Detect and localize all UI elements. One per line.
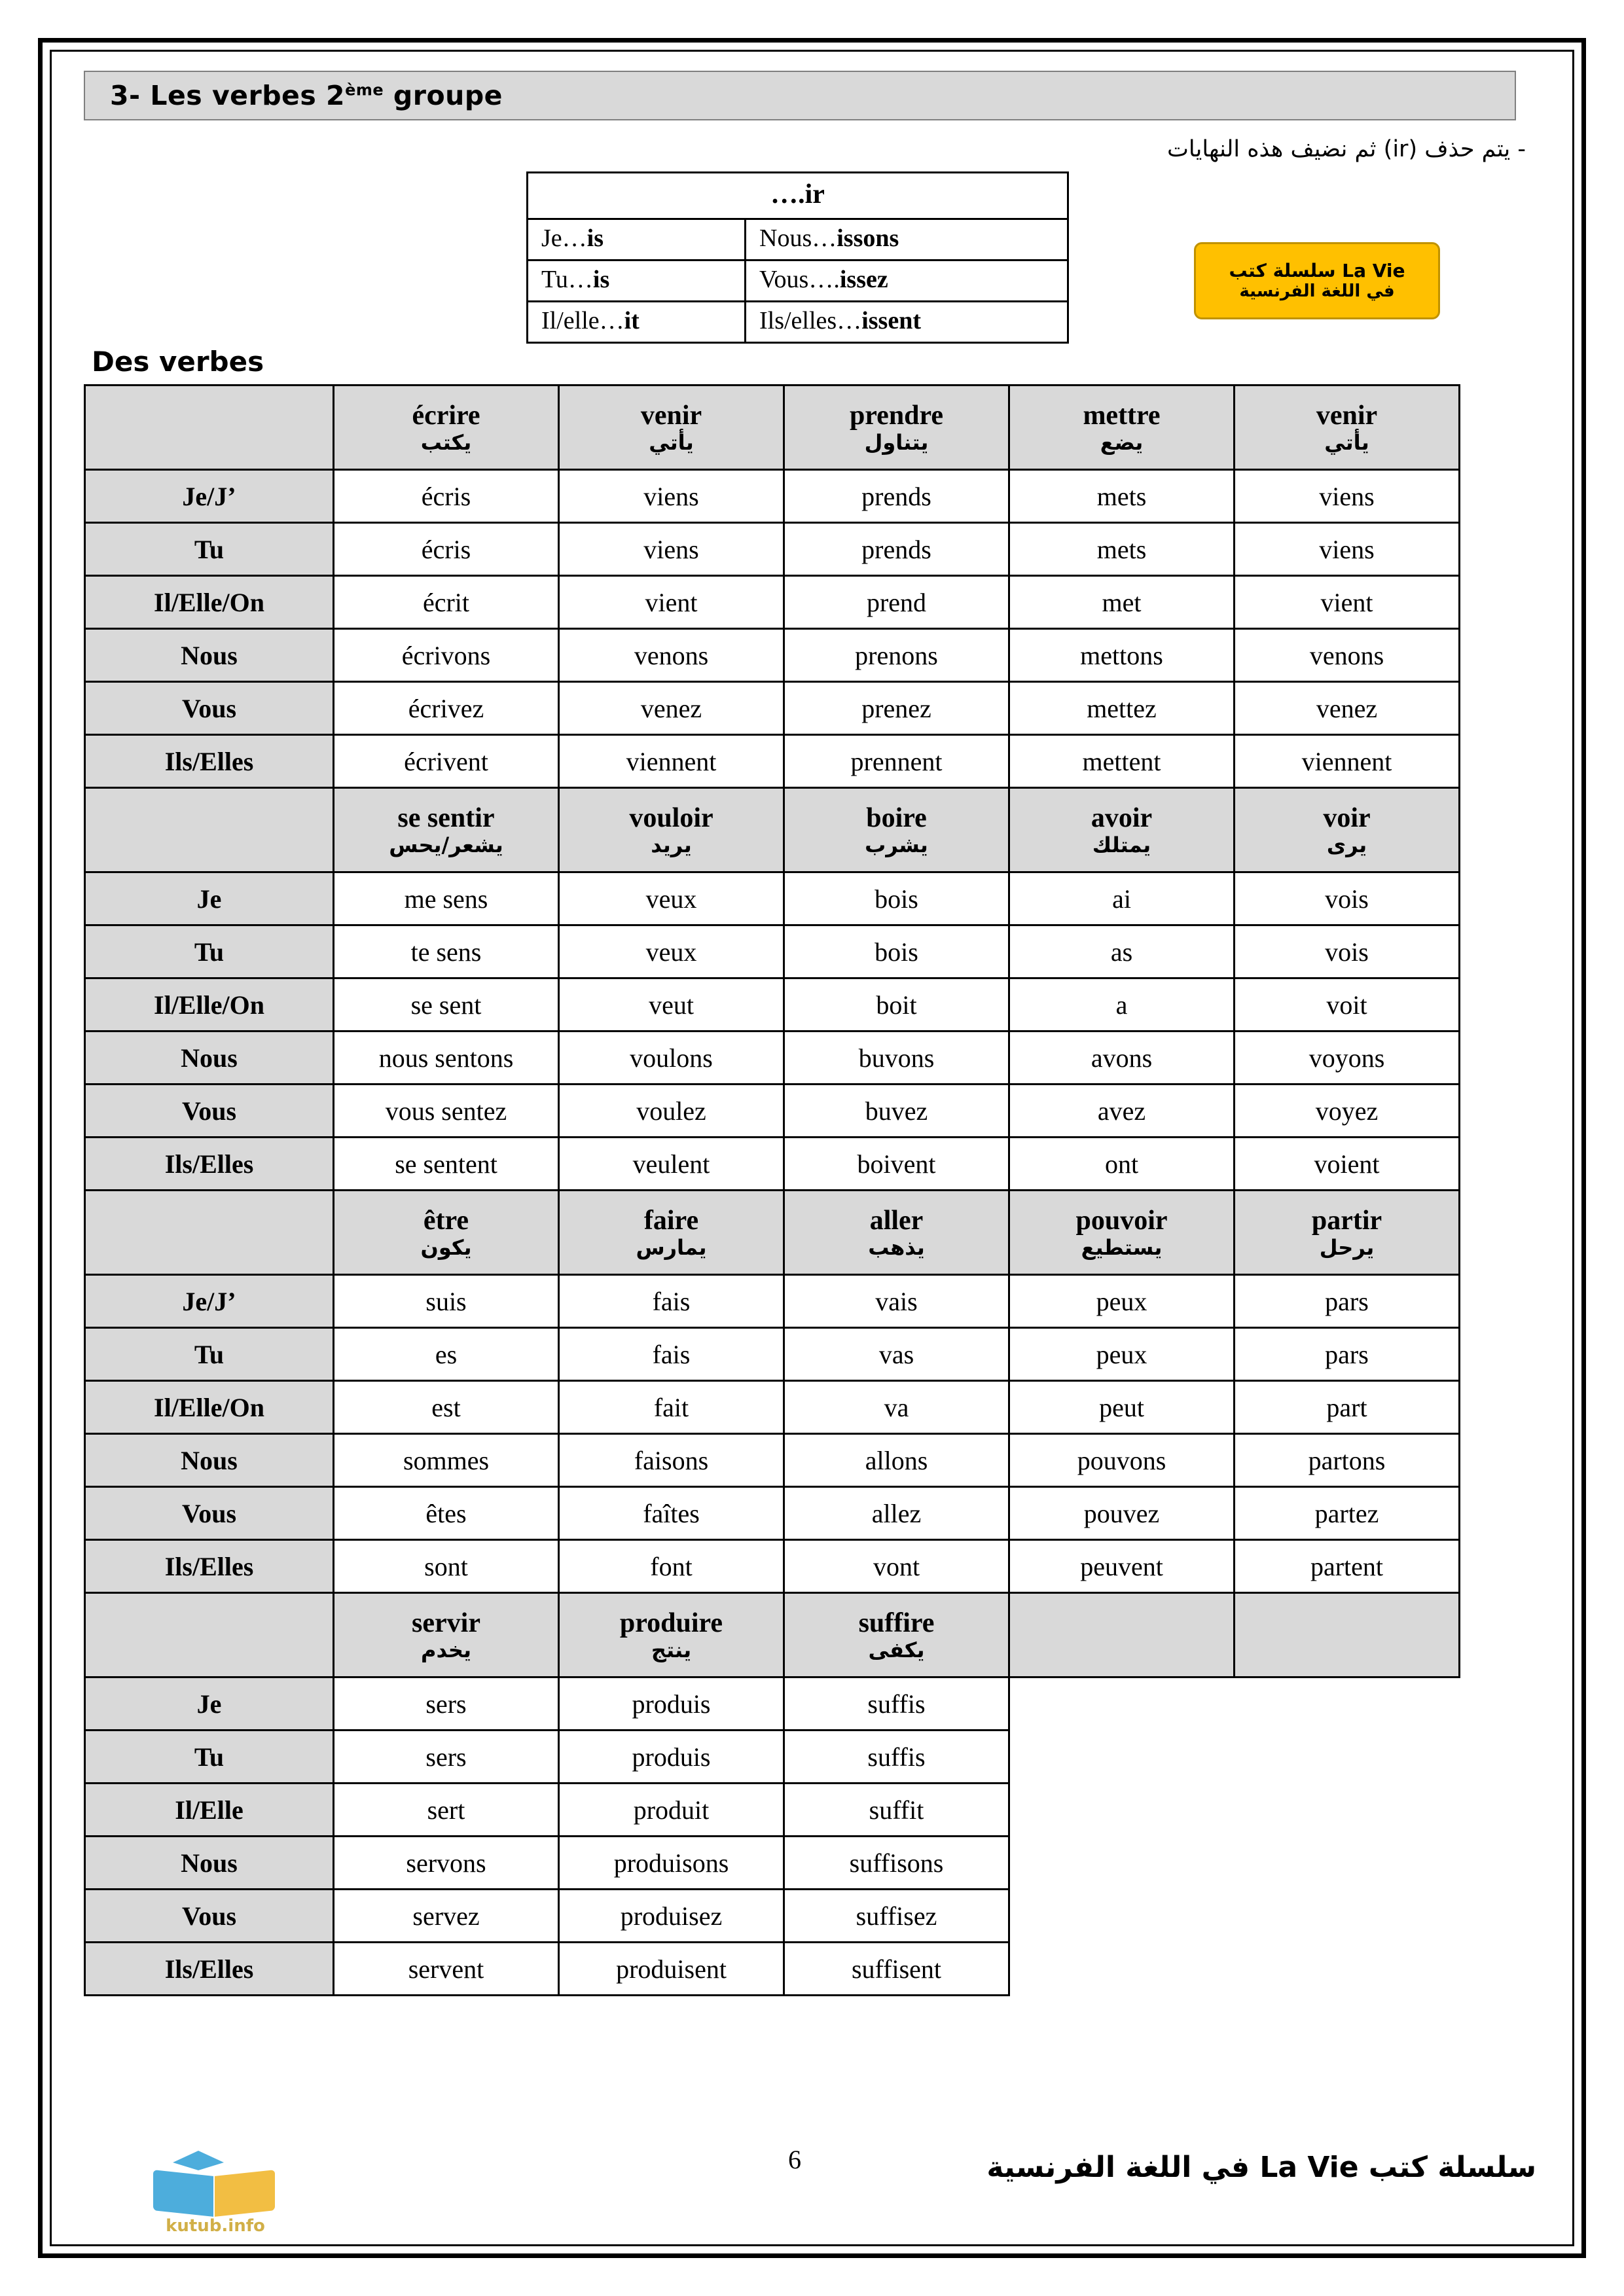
conjugation-cell: prends: [784, 470, 1009, 523]
conjugation-cell: voyons: [1235, 1031, 1460, 1085]
conjugation-cell: es: [334, 1328, 559, 1381]
conjugation-cell: suffisent: [784, 1943, 1009, 1996]
la-vie-line1: [1229, 260, 1405, 281]
verb-translation: يكفى: [868, 1637, 925, 1662]
conjugation-cell: fais: [559, 1275, 784, 1328]
table-row: [85, 576, 1460, 629]
pronoun-cell: Vous: [85, 682, 334, 735]
empty-cell: [1235, 1677, 1460, 1731]
verb-translation: يمتلك: [1092, 832, 1151, 857]
ir-cell-left: [528, 219, 746, 260]
conjugation-cell: buvez: [784, 1085, 1009, 1138]
ir-ending-right: issez: [839, 266, 888, 293]
ir-table-row: [528, 260, 1068, 302]
verb-header-cell: [559, 788, 784, 872]
verb-header-cell: [559, 1593, 784, 1677]
table-row: [85, 1540, 1460, 1593]
conjugation-cell: buvons: [784, 1031, 1009, 1085]
conjugation-cell: te sens: [334, 925, 559, 978]
corner-cell: [85, 788, 334, 872]
empty-header-cell: [1235, 1593, 1460, 1677]
footer-series-text: سلسلة كتب La Vie في اللغة الفرنسية: [986, 2151, 1536, 2184]
conjugation-cell: pouvez: [1009, 1487, 1235, 1540]
verb-infinitive: voir: [1323, 802, 1371, 833]
conjugation-cell: viens: [559, 523, 784, 576]
pronoun-cell: Nous: [85, 1837, 334, 1890]
conjugation-cell: voulons: [559, 1031, 784, 1085]
ir-ending-right: issent: [861, 307, 921, 334]
pronoun-cell: Nous: [85, 1031, 334, 1085]
conjugation-cell: a: [1009, 978, 1235, 1031]
verb-translation: يذهب: [868, 1234, 925, 1260]
table-row: [85, 1031, 1460, 1085]
ir-cell-right: [746, 302, 1068, 343]
empty-cell: [1009, 1943, 1235, 1996]
graduation-cap-icon: [173, 2151, 224, 2170]
verb-infinitive: produire: [619, 1607, 723, 1638]
conjugation-cell: écrivez: [334, 682, 559, 735]
conjugation-cell: servent: [334, 1943, 559, 1996]
verb-infinitive: servir: [412, 1607, 480, 1638]
conjugation-cell: peut: [1009, 1381, 1235, 1434]
ir-ending-left: is: [586, 224, 604, 252]
conjugation-cell: viennent: [1235, 735, 1460, 788]
conjugation-cell: vois: [1235, 872, 1460, 925]
empty-cell: [1235, 1890, 1460, 1943]
verb-infinitive: aller: [869, 1205, 924, 1236]
conjugation-cell: veulent: [559, 1138, 784, 1191]
verb-translation: يضع: [1100, 429, 1144, 455]
corner-cell: [85, 1593, 334, 1677]
ir-pron-left: Je…: [541, 224, 587, 252]
conjugation-cell: peux: [1009, 1328, 1235, 1381]
conjugation-cell: vont: [784, 1540, 1009, 1593]
empty-cell: [1009, 1784, 1235, 1837]
la-vie-logo-badge: [1194, 242, 1440, 319]
ir-cell-left: [528, 302, 746, 343]
conjugation-cell: bois: [784, 925, 1009, 978]
ir-pron-left: Tu…: [541, 266, 593, 293]
conjugation-cell: allez: [784, 1487, 1009, 1540]
la-vie-line2: في اللغة الفرنسية: [1239, 281, 1395, 302]
table-row: [85, 1837, 1460, 1890]
verb-infinitive: suffire: [858, 1607, 935, 1638]
pronoun-cell: Je: [85, 872, 334, 925]
table-row: [85, 470, 1460, 523]
table-row: [85, 1784, 1460, 1837]
conjugation-cell: ai: [1009, 872, 1235, 925]
conjugation-cell: boivent: [784, 1138, 1009, 1191]
pronoun-cell: Tu: [85, 1328, 334, 1381]
conjugation-cell: vais: [784, 1275, 1009, 1328]
conjugation-cell: pars: [1235, 1328, 1460, 1381]
conjugation-cell: viens: [1235, 470, 1460, 523]
conjugation-cell: écrivent: [334, 735, 559, 788]
conjugation-cell: venons: [1235, 629, 1460, 682]
pronoun-cell: Il/Elle/On: [85, 576, 334, 629]
verb-header-cell: [1235, 386, 1460, 470]
empty-cell: [1235, 1784, 1460, 1837]
ir-ending-right: issons: [837, 224, 899, 252]
logo-wordmark: kutub.info: [166, 2216, 265, 2236]
ir-cell-right: [746, 219, 1068, 260]
table-row: [85, 682, 1460, 735]
empty-header-cell: [1009, 1593, 1235, 1677]
verb-infinitive: faire: [643, 1205, 699, 1236]
conjugation-cell: avons: [1009, 1031, 1235, 1085]
conjugation-cell: venez: [559, 682, 784, 735]
conjugation-cell: ont: [1009, 1138, 1235, 1191]
verb-header-cell: [784, 386, 1009, 470]
pronoun-cell: Vous: [85, 1487, 334, 1540]
ir-pron-right: Ils/elles…: [759, 307, 862, 334]
conjugation-cell: sommes: [334, 1434, 559, 1487]
verb-translation: يكون: [420, 1234, 472, 1260]
ir-endings-area: [68, 171, 1556, 357]
ir-table-header-row: [528, 173, 1068, 219]
verb-translation: يخدم: [420, 1637, 471, 1662]
conjugation-cell: veux: [559, 872, 784, 925]
conjugation-cell: veux: [559, 925, 784, 978]
pronoun-cell: Ils/Elles: [85, 1943, 334, 1996]
conjugation-cell: mets: [1009, 523, 1235, 576]
conjugation-cell: sers: [334, 1677, 559, 1731]
conjugation-table: [84, 384, 1460, 1996]
verb-header-row: [85, 1593, 1460, 1677]
pronoun-cell: Je/J’: [85, 1275, 334, 1328]
pronoun-cell: Tu: [85, 925, 334, 978]
ir-ending-left: it: [624, 307, 640, 334]
rule-arabic-text: - يتم حذف (ir) ثم نضيف هذه النهايات: [1166, 136, 1526, 162]
verb-header-row: [85, 1191, 1460, 1275]
verb-infinitive: écrire: [412, 400, 480, 431]
conjugation-cell: suffit: [784, 1784, 1009, 1837]
pronoun-cell: Il/Elle/On: [85, 978, 334, 1031]
conjugation-cell: mettent: [1009, 735, 1235, 788]
conjugation-cell: écrit: [334, 576, 559, 629]
verb-header-row: [85, 386, 1460, 470]
conjugation-cell: servons: [334, 1837, 559, 1890]
table-row: [85, 925, 1460, 978]
conjugation-cell: voit: [1235, 978, 1460, 1031]
verb-infinitive: avoir: [1091, 802, 1153, 833]
pronoun-cell: Je: [85, 1677, 334, 1731]
conjugation-cell: écris: [334, 523, 559, 576]
conjugation-cell: écrivons: [334, 629, 559, 682]
conjugation-cell: prenez: [784, 682, 1009, 735]
conjugation-cell: mets: [1009, 470, 1235, 523]
verb-header-cell: [784, 1593, 1009, 1677]
table-row: [85, 1381, 1460, 1434]
verb-infinitive: venir: [640, 400, 702, 431]
table-row: [85, 735, 1460, 788]
empty-cell: [1235, 1837, 1460, 1890]
conjugation-cell: viens: [559, 470, 784, 523]
conjugation-cell: viens: [1235, 523, 1460, 576]
section-heading-text: [110, 80, 503, 111]
ir-cell-left: [528, 260, 746, 302]
verb-infinitive: être: [423, 1205, 469, 1236]
verb-header-cell: [1009, 788, 1235, 872]
verb-header-row: [85, 788, 1460, 872]
conjugation-cell: êtes: [334, 1487, 559, 1540]
conjugation-cell: font: [559, 1540, 784, 1593]
conjugation-cell: vient: [1235, 576, 1460, 629]
conjugation-cell: sers: [334, 1731, 559, 1784]
table-row: [85, 1487, 1460, 1540]
page-content: [68, 71, 1556, 2236]
verb-header-cell: [784, 788, 1009, 872]
ir-endings-table: [526, 171, 1069, 344]
pronoun-cell: Nous: [85, 1434, 334, 1487]
conjugation-cell: pouvons: [1009, 1434, 1235, 1487]
pronoun-cell: Je/J’: [85, 470, 334, 523]
conjugation-cell: produisons: [559, 1837, 784, 1890]
verb-translation: يشعر/يحس: [389, 832, 503, 857]
table-row: [85, 872, 1460, 925]
conjugation-cell: voyez: [1235, 1085, 1460, 1138]
table-row: [85, 1138, 1460, 1191]
ir-ending-left: is: [592, 266, 610, 293]
verb-header-cell: [784, 1191, 1009, 1275]
verb-translation: يتناول: [864, 429, 929, 455]
conjugation-cell: produis: [559, 1731, 784, 1784]
conjugation-cell: met: [1009, 576, 1235, 629]
conjugation-cell: va: [784, 1381, 1009, 1434]
table-row: [85, 1434, 1460, 1487]
verb-infinitive: se sentir: [397, 802, 495, 833]
conjugation-cell: boit: [784, 978, 1009, 1031]
conjugation-cell: me sens: [334, 872, 559, 925]
conjugation-cell: produisez: [559, 1890, 784, 1943]
pronoun-cell: Il/Elle: [85, 1784, 334, 1837]
pronoun-cell: Vous: [85, 1085, 334, 1138]
table-row: [85, 1677, 1460, 1731]
conjugation-cell: voient: [1235, 1138, 1460, 1191]
pronoun-cell: Ils/Elles: [85, 1138, 334, 1191]
verb-infinitive: venir: [1316, 400, 1378, 431]
empty-cell: [1009, 1837, 1235, 1890]
publisher-logo: [147, 2151, 284, 2242]
conjugation-cell: prennent: [784, 735, 1009, 788]
verb-translation: يمارس: [636, 1234, 707, 1260]
table-row: [85, 523, 1460, 576]
table-row: [85, 1275, 1460, 1328]
conjugation-cell: sont: [334, 1540, 559, 1593]
conjugation-cell: mettons: [1009, 629, 1235, 682]
ir-pron-right: Nous…: [759, 224, 837, 252]
ir-cell-right: [746, 260, 1068, 302]
conjugation-cell: veut: [559, 978, 784, 1031]
conjugation-cell: écris: [334, 470, 559, 523]
verb-infinitive: pouvoir: [1075, 1205, 1168, 1236]
la-vie-arabic: سلسلة كتب: [1229, 260, 1336, 282]
conjugation-cell: servez: [334, 1890, 559, 1943]
conjugation-cell: pars: [1235, 1275, 1460, 1328]
des-verbes-heading: Des verbes: [92, 346, 264, 378]
corner-cell: [85, 1191, 334, 1275]
verb-header-cell: [334, 386, 559, 470]
conjugation-cell: viennent: [559, 735, 784, 788]
conjugation-cell: peuvent: [1009, 1540, 1235, 1593]
conjugation-cell: se sentent: [334, 1138, 559, 1191]
verb-header-cell: [1009, 386, 1235, 470]
conjugation-cell: nous sentons: [334, 1031, 559, 1085]
conjugation-cell: peux: [1009, 1275, 1235, 1328]
conjugation-cell: vient: [559, 576, 784, 629]
conjugation-cell: mettez: [1009, 682, 1235, 735]
empty-cell: [1235, 1731, 1460, 1784]
conjugation-cell: as: [1009, 925, 1235, 978]
pronoun-cell: Tu: [85, 523, 334, 576]
pronoun-cell: Vous: [85, 1890, 334, 1943]
section-heading-bar: [84, 71, 1516, 120]
verb-header-cell: [559, 386, 784, 470]
conjugation-cell: prend: [784, 576, 1009, 629]
conjugation-cell: partons: [1235, 1434, 1460, 1487]
verb-translation: يريد: [651, 832, 692, 857]
conjugation-cell: faîtes: [559, 1487, 784, 1540]
table-row: [85, 978, 1460, 1031]
conjugation-cell: fait: [559, 1381, 784, 1434]
conjugation-cell: sert: [334, 1784, 559, 1837]
verb-translation: يشرب: [865, 832, 928, 857]
verb-header-cell: [334, 1191, 559, 1275]
conjugation-cell: suffisons: [784, 1837, 1009, 1890]
conjugation-cell: fais: [559, 1328, 784, 1381]
table-row: [85, 1890, 1460, 1943]
verb-header-cell: [1235, 1191, 1460, 1275]
verb-translation: يأتي: [649, 429, 694, 455]
conjugation-cell: faisons: [559, 1434, 784, 1487]
verb-translation: يكتب: [420, 429, 472, 455]
pronoun-cell: Ils/Elles: [85, 735, 334, 788]
pronoun-cell: Nous: [85, 629, 334, 682]
conjugation-cell: produis: [559, 1677, 784, 1731]
pronoun-cell: Il/Elle/On: [85, 1381, 334, 1434]
conjugation-cell: est: [334, 1381, 559, 1434]
verb-translation: ينتج: [651, 1637, 692, 1662]
verb-header-cell: [1009, 1191, 1235, 1275]
ir-pron-left: Il/elle…: [541, 307, 624, 334]
pronoun-cell: Ils/Elles: [85, 1540, 334, 1593]
verb-translation: يرحل: [1319, 1234, 1375, 1260]
empty-cell: [1009, 1890, 1235, 1943]
verb-infinitive: prendre: [849, 400, 944, 431]
corner-cell: [85, 386, 334, 470]
conjugation-cell: suis: [334, 1275, 559, 1328]
conjugation-cell: produit: [559, 1784, 784, 1837]
verb-header-cell: [334, 1593, 559, 1677]
verb-infinitive: mettre: [1083, 400, 1161, 431]
ir-table-row: [528, 219, 1068, 260]
verb-translation: يستطيع: [1081, 1234, 1163, 1260]
pronoun-cell: Tu: [85, 1731, 334, 1784]
book-right-icon: [215, 2170, 275, 2217]
conjugation-cell: suffis: [784, 1677, 1009, 1731]
empty-cell: [1009, 1677, 1235, 1731]
section-title-main: Les verbes 2: [150, 80, 346, 111]
ir-table-header-cell: ….ir: [528, 173, 1068, 219]
empty-cell: [1009, 1731, 1235, 1784]
page-footer: [68, 2144, 1556, 2236]
table-row: [85, 1328, 1460, 1381]
conjugation-cell: prenons: [784, 629, 1009, 682]
section-title-tail: groupe: [384, 80, 503, 111]
verb-header-cell: [559, 1191, 784, 1275]
conjugation-cell: suffisez: [784, 1890, 1009, 1943]
conjugation-cell: prends: [784, 523, 1009, 576]
conjugation-cell: allons: [784, 1434, 1009, 1487]
verb-infinitive: vouloir: [629, 802, 713, 833]
conjugation-cell: voulez: [559, 1085, 784, 1138]
verb-infinitive: boire: [866, 802, 927, 833]
conjugation-cell: avez: [1009, 1085, 1235, 1138]
page-number: 6: [788, 2145, 801, 2174]
section-title-sup: ème: [345, 81, 384, 99]
empty-cell: [1235, 1943, 1460, 1996]
conjugation-cell: se sent: [334, 978, 559, 1031]
la-vie-latin: La Vie: [1342, 260, 1405, 282]
conjugation-cell: vous sentez: [334, 1085, 559, 1138]
conjugation-cell: suffis: [784, 1731, 1009, 1784]
conjugation-cell: produisent: [559, 1943, 784, 1996]
book-left-icon: [153, 2170, 213, 2217]
verb-infinitive: partir: [1311, 1205, 1382, 1236]
conjugation-cell: partent: [1235, 1540, 1460, 1593]
table-row: [85, 1731, 1460, 1784]
verb-translation: يرى: [1326, 832, 1367, 857]
section-number: 3-: [110, 80, 141, 111]
table-row: [85, 629, 1460, 682]
ir-pron-right: Vous….: [759, 266, 840, 293]
verb-header-cell: [1235, 788, 1460, 872]
table-row: [85, 1943, 1460, 1996]
conjugation-cell: vas: [784, 1328, 1009, 1381]
ir-table-row: [528, 302, 1068, 343]
conjugation-cell: venez: [1235, 682, 1460, 735]
conjugation-cell: vois: [1235, 925, 1460, 978]
conjugation-cell: partez: [1235, 1487, 1460, 1540]
conjugation-cell: venons: [559, 629, 784, 682]
verb-header-cell: [334, 788, 559, 872]
conjugation-cell: part: [1235, 1381, 1460, 1434]
conjugation-cell: bois: [784, 872, 1009, 925]
table-row: [85, 1085, 1460, 1138]
verb-translation: يأتي: [1324, 429, 1369, 455]
